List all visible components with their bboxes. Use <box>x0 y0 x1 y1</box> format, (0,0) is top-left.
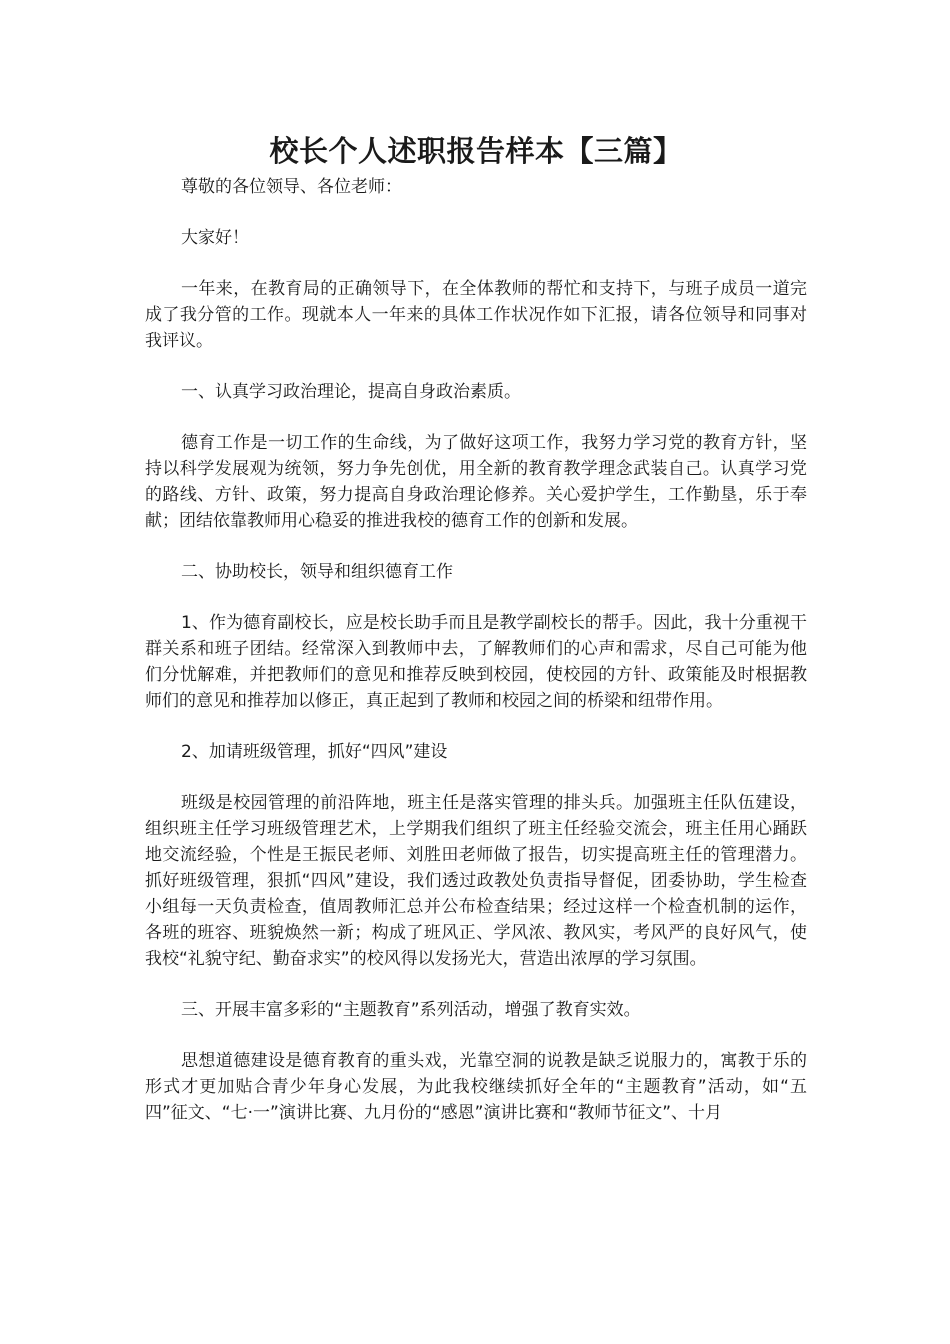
intro-paragraph: 一年来，在教育局的正确领导下，在全体教师的帮忙和支持下，与班子成员一道完成了我分管的工作。现就本人一年来的具体工作状况作如下汇报，请各位领导和同事对我评议。 <box>145 279 807 351</box>
salutation: 尊敬的各位领导、各位老师： <box>181 177 402 197</box>
section-heading-1: 一、认真学习政治理论，提高自身政治素质。 <box>181 382 521 402</box>
document-title: 校长个人述职报告样本【三篇】 <box>269 134 683 168</box>
document-page <box>145 128 807 1151</box>
body-paragraph: 班级是校园管理的前沿阵地，班主任是落实管理的排头兵。加强班主任队伍建设，组织班主任学习班级管理艺术，上学期我们组织了班主任经验交流会，班主任用心踊跃地交流经验，个性是王振民老师、刘胜田老师做了报告，切实提高班主任的管理潜力。抓好班级管理，狠抓“四风”建设，我们透过政教处负责指导督促，团委协助，学生检查小组每一天负责检查，值周教师汇总并公布检查结果；经过这样一个检查机制的运作，各班的班容、班貌焕然一新；构成了班风正、学风浓、教风实，考风严的良好风气，使我校“礼貌守纪、勤奋求实”的校风得以发扬光大，营造出浓厚的学习氛围。 <box>145 793 807 969</box>
section-heading-3: 三、开展丰富多彩的“主题教育”系列活动，增强了教育实效。 <box>181 1000 641 1020</box>
section-heading-2: 二、协助校长，领导和组织德育工作 <box>181 562 453 582</box>
subsection-heading: 2、加请班级管理，抓好“四风”建设 <box>181 742 448 762</box>
greeting: 大家好！ <box>181 228 249 248</box>
body-paragraph: 思想道德建设是德育教育的重头戏，光靠空洞的说教是缺乏说服力的，寓教于乐的形式才更加贴合青少年身心发展，为此我校继续抓好全年的“主题教育”活动，如“五四”征文、“七·一”演讲比赛、九月份的“感恩”演讲比赛和“教师节征文”、十月 <box>145 1051 807 1123</box>
body-paragraph: 德育工作是一切工作的生命线，为了做好这项工作，我努力学习党的教育方针，坚持以科学发展观为统领，努力争先创优，用全新的教育教学理念武装自己。认真学习党的路线、方针、政策，努力提高自身政治理论修养。关心爱护学生，工作勤垦，乐于奉献；团结依靠教师用心稳妥的推进我校的德育工作的创新和发展。 <box>145 433 807 531</box>
body-paragraph: 1、作为德育副校长，应是校长助手而且是教学副校长的帮手。因此，我十分重视干群关系和班子团结。经常深入到教师中去，了解教师们的心声和需求，尽自己可能为他们分忧解难，并把教师们的意见和推荐反映到校园，使校园的方针、政策能及时根据教师们的意见和推荐加以修正，真正起到了教师和校园之间的桥梁和纽带作用。 <box>145 613 807 711</box>
